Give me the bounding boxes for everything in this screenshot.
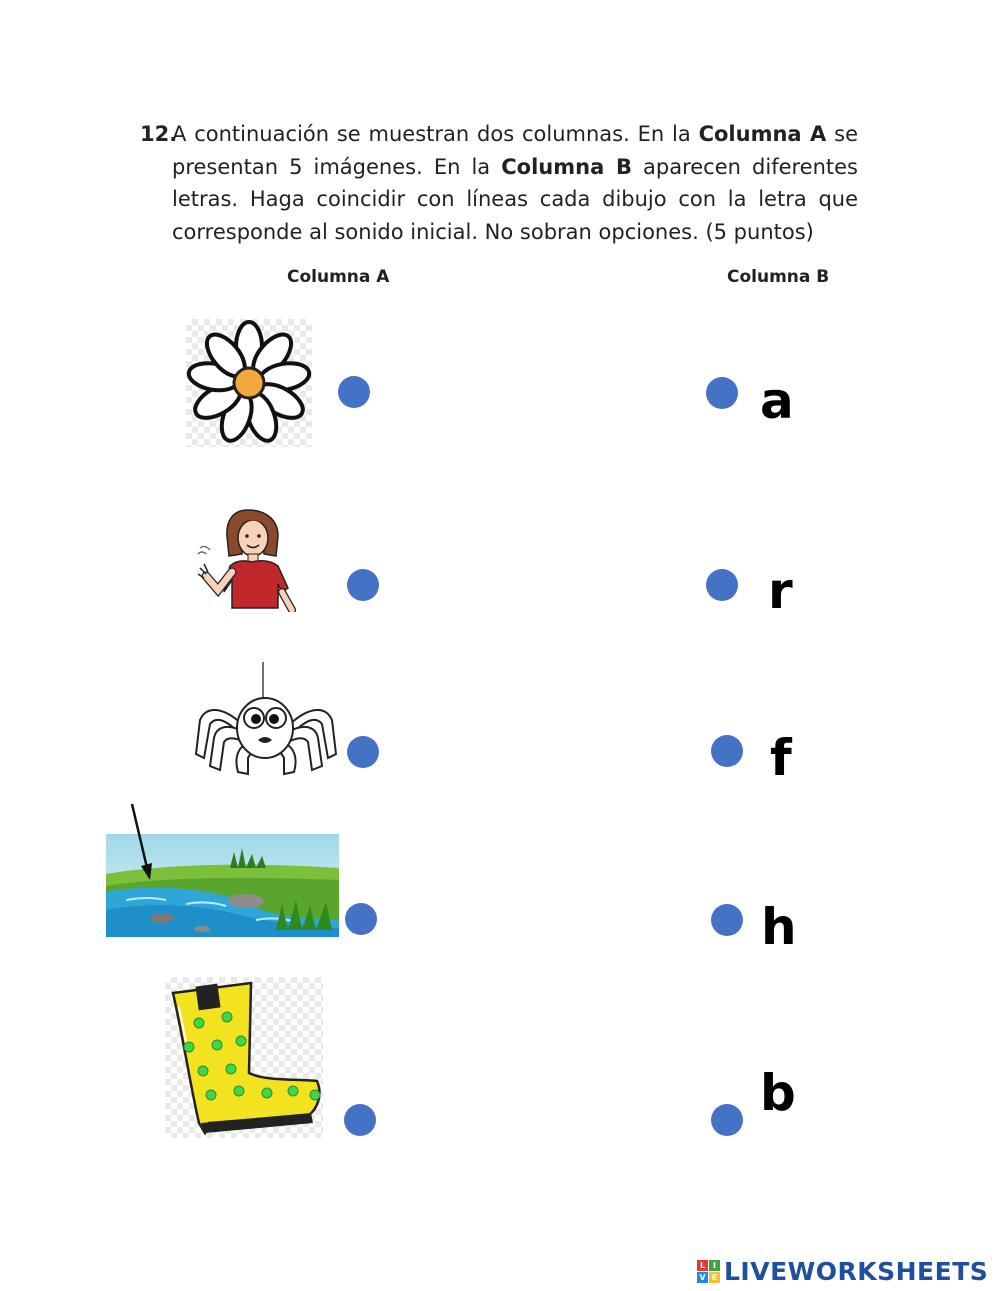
column-b-letter-a: a (760, 372, 794, 430)
column-a-dot-2[interactable] (347, 569, 379, 601)
logo-mark-icon: L I V E (697, 1260, 720, 1283)
column-b-title: Columna B (727, 267, 830, 287)
column-a-dot-3[interactable] (347, 736, 379, 768)
column-a-ref: Columna A (698, 122, 827, 146)
column-a-title: Columna A (287, 267, 390, 287)
column-b-dot-4[interactable] (711, 904, 743, 936)
arrow-icon (124, 800, 158, 884)
rain-boot-icon (165, 977, 323, 1138)
column-b-letter-f: f (770, 729, 792, 787)
column-b-dot-1[interactable] (706, 377, 738, 409)
column-b-letter-b: b (760, 1064, 796, 1122)
column-b-letter-h: h (761, 898, 797, 956)
column-a-dot-1[interactable] (338, 376, 370, 408)
logo-text: LIVEWORKSHEETS (724, 1256, 989, 1286)
question-text: A continuación se muestran dos columnas. En la Columna A se presentan 5 imágenes. En la Columna B aparecen diferentes letras. Haga coincidir con líneas cada dibujo con la letra que corresponde al sonido inicial. No sobran opciones. (5 puntos) (172, 122, 858, 244)
column-b-dot-3[interactable] (711, 735, 743, 767)
column-b-ref: Columna B (501, 154, 632, 179)
column-b-dot-2[interactable] (706, 569, 738, 601)
question-number: 12. (140, 122, 178, 146)
column-a-dot-4[interactable] (345, 903, 377, 935)
liveworksheets-logo (697, 1254, 988, 1288)
spider-icon (192, 662, 340, 784)
daisy-flower-icon (186, 319, 312, 447)
column-b-letter-r: r (768, 562, 793, 620)
column-a-dot-5[interactable] (344, 1104, 376, 1136)
column-b-dot-5[interactable] (711, 1104, 743, 1136)
waving-girl-icon (196, 508, 302, 612)
question-block (140, 118, 858, 248)
